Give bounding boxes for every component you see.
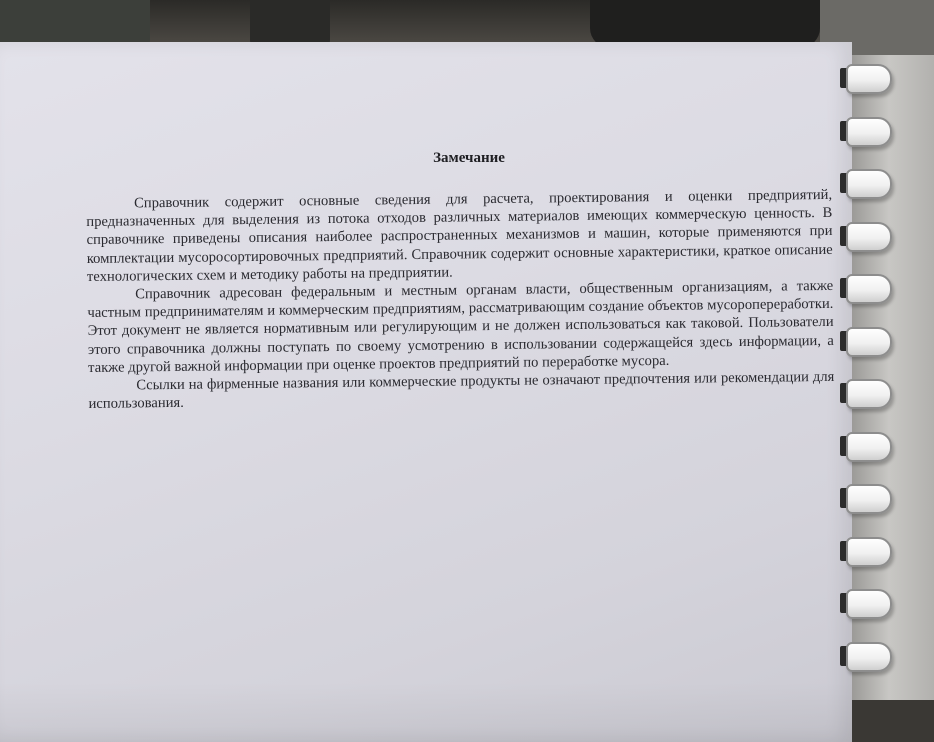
binding-ring	[846, 379, 892, 409]
paragraph: Справочник адресован федеральным и местным органам власти, общественным организациям, а также частным предпринимателям и коммерческим предприятиям, рассматривающим создание объектов мусоропереработки. Этот документ не является нормативным или регулирующим и не должен использоваться как таковой. Пользователи этого справочника должны поступать по своему усмотрению в использовании содержащейся здесь информации, а также другой важной информации при оценке проектов предприятий по переработке мусора.	[87, 277, 834, 376]
paragraph: Ссылки на фирменные названия или коммерческие продукты не означают предпочтения или рекомендации для использования.	[88, 368, 835, 413]
binding-ring	[846, 64, 892, 94]
page-title: Замечание	[433, 150, 505, 166]
binding-ring	[846, 222, 892, 252]
background-object	[590, 0, 820, 48]
document-body	[86, 186, 835, 414]
paragraph: Справочник содержит основные сведения для расчета, проектирования и оценки предприятий, предназначенных для выделения из потока отходов различных материалов имеющих коммерческую ценность. В справочнике приведены описания наиболее распространенных механизмов и машин, которые применяются при комплектации мусоросортировочных предприятий. Справочник содержит основные характеристики, краткое описание технологических схем и методику работы на предприятии.	[86, 186, 833, 285]
binding-ring	[846, 169, 892, 199]
page-shadow	[0, 682, 852, 742]
binding-ring	[846, 432, 892, 462]
binding-ring	[846, 642, 892, 672]
binding-ring	[846, 537, 892, 567]
binding-ring	[846, 589, 892, 619]
binding-ring	[846, 274, 892, 304]
binding-ring	[846, 484, 892, 514]
binding-ring	[846, 117, 892, 147]
binding-ring	[846, 327, 892, 357]
